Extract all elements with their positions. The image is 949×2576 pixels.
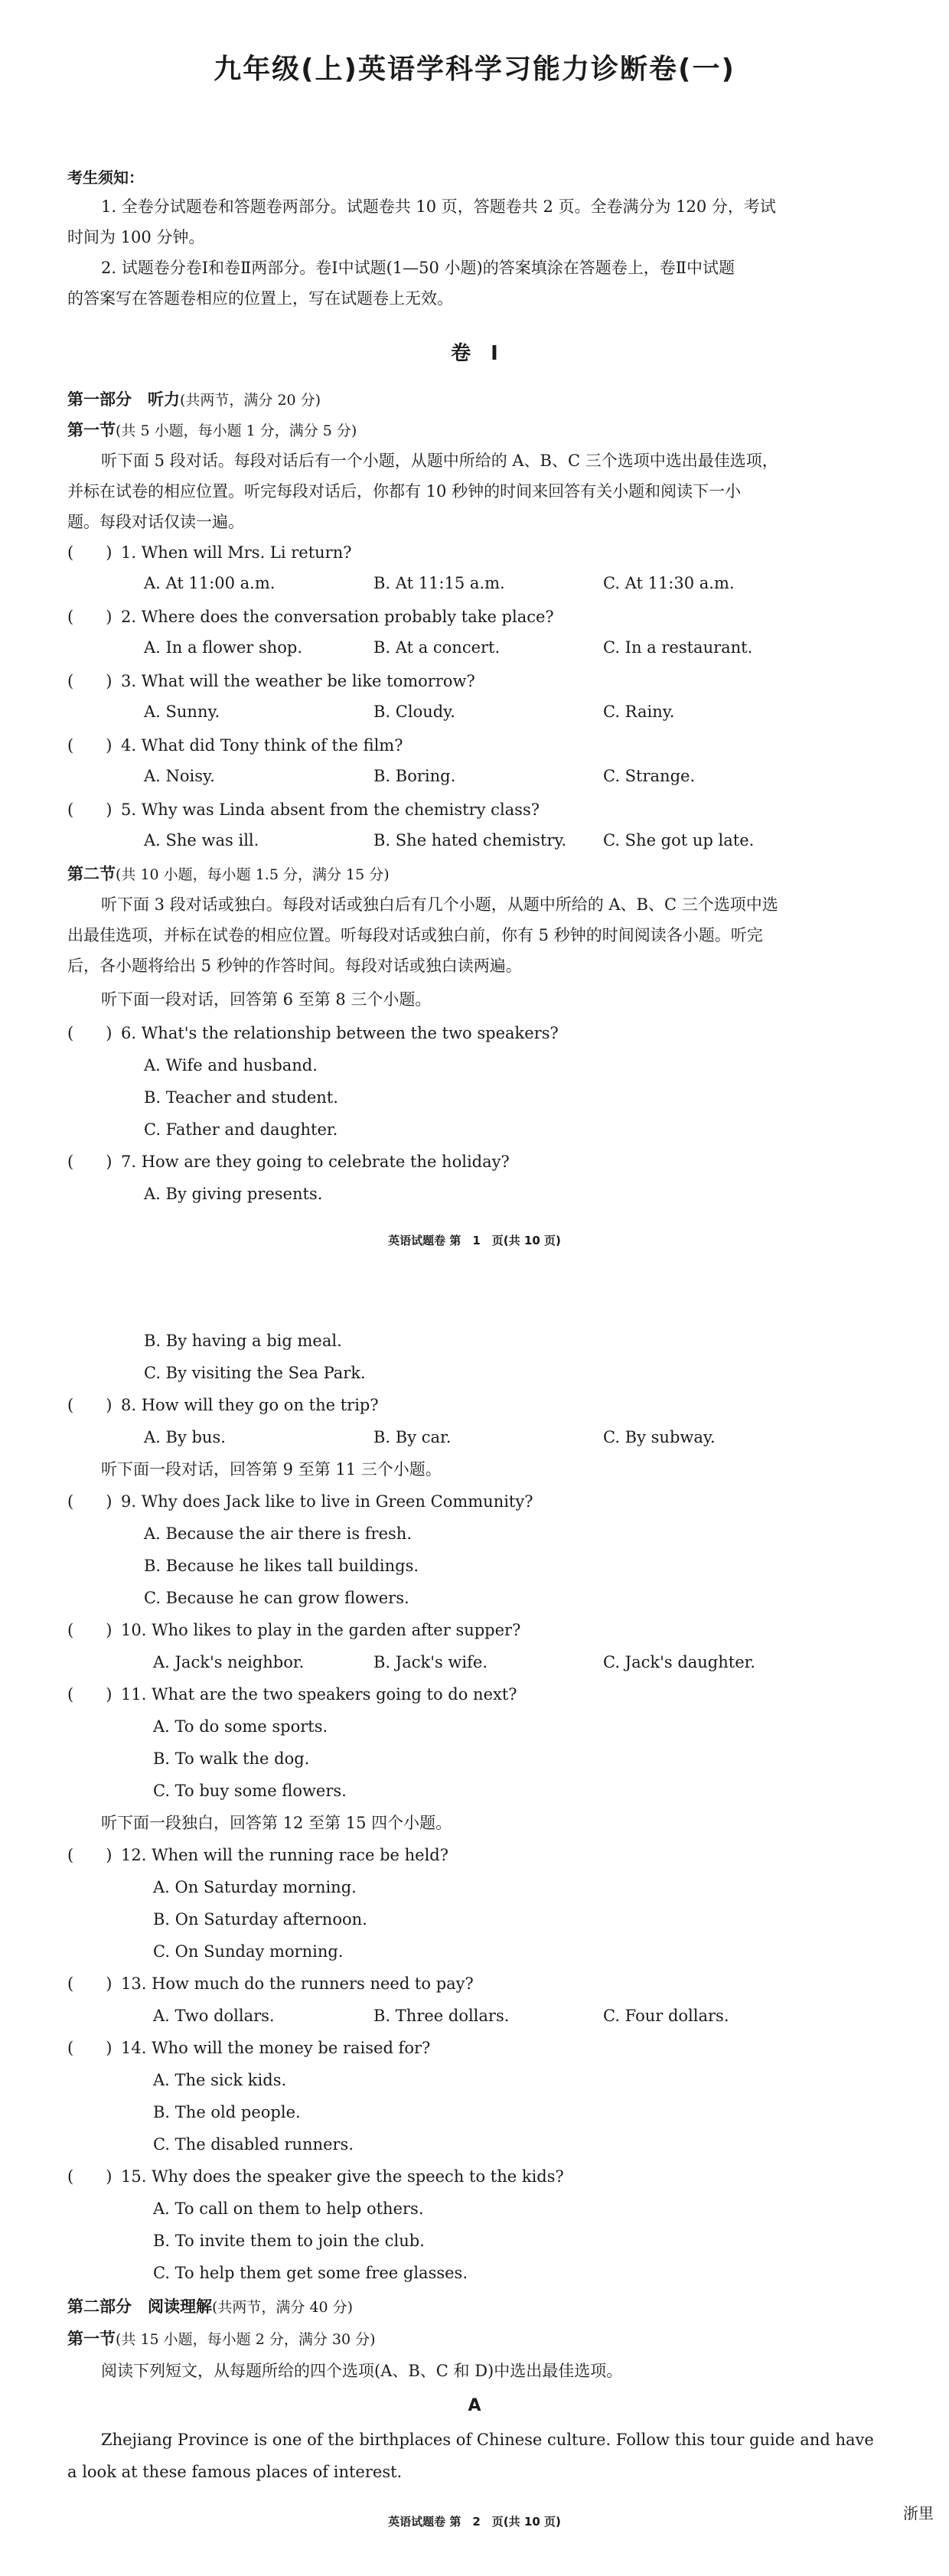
question-text: 5. Why was Linda absent from the chemistry class? [121,801,540,819]
answer-blank[interactable]: ( ) [67,1621,113,1639]
option-b[interactable]: B. To walk the dog. [153,1749,310,1768]
question-8[interactable] [67,1394,379,1416]
option-c[interactable]: C. Because he can grow flowers. [144,1589,409,1607]
question-13[interactable] [67,1973,474,1994]
notice-line: 的答案写在答题卷相应的位置上，写在试题卷上无效。 [67,289,453,308]
section-title: 第一节 [67,421,116,439]
instruction-line: 听下面 3 段对话或独白。每段对话或独白后有几个小题，从题中所给的 A、B、C 三个选项中选 [101,895,778,914]
part-title: 第二部分 阅读理解 [67,2297,212,2316]
option-b[interactable]: B. At a concert. [373,638,501,657]
exam-page-1 [0,0,949,1270]
corner-mark: 浙里 [903,2504,934,2522]
option-c[interactable]: C. By visiting the Sea Park. [144,1364,366,1382]
notice-line: 时间为 100 分钟。 [67,228,205,246]
section-subtitle: (共 10 小题，每小题 1.5 分，满分 15 分) [116,866,390,883]
dialog-instruction: 听下面一段对话，回答第 9 至第 11 三个小题。 [101,1460,442,1479]
option-b[interactable]: B. On Saturday afternoon. [153,1910,367,1929]
passage-line: Zhejiang Province is one of the birthplaces of Chinese culture. Follow this tour guide and have [101,2431,874,2449]
option-b[interactable]: B. The old people. [153,2103,301,2121]
answer-blank[interactable]: ( ) [67,1846,113,1864]
passage-letter: A [468,2396,481,2415]
part-heading [67,2296,353,2318]
question-7[interactable] [67,1151,510,1172]
page-footer: 英语试题卷 第 1 页(共 10 页) [388,1234,561,1247]
question-14[interactable] [67,2037,430,2059]
option-b[interactable]: B. She hated chemistry. [373,831,567,849]
instruction-line: 题。每段对话仅读一遍。 [67,513,244,531]
instruction-line: 阅读下列短文，从每题所给的四个选项(A、B、C 和 D)中选出最佳选项。 [101,2362,623,2380]
answer-blank[interactable]: ( ) [67,1974,113,1993]
option-b[interactable]: B. Three dollars. [373,2007,510,2025]
option-b[interactable]: B. Because he likes tall buildings. [144,1557,419,1575]
answer-blank[interactable]: ( ) [67,608,113,626]
option-a[interactable]: A. Jack's neighbor. [153,1653,305,1671]
question-text: 12. When will the running race be held? [121,1846,448,1864]
option-a[interactable]: A. By bus. [144,1428,226,1446]
question-text: 1. When will Mrs. Li return? [121,543,352,562]
question-text: 2. Where does the conversation probably take place? [121,608,554,626]
option-c[interactable]: C. To buy some flowers. [153,1782,347,1800]
option-a[interactable]: A. Two dollars. [153,2007,275,2025]
section-heading [67,419,357,442]
instruction-line: 并标在试卷的相应位置。听完每段对话后，你都有 10 秒钟的时间来回答有关小题和阅读下一小 [67,482,742,501]
option-a[interactable]: A. She was ill. [144,831,259,849]
question-text: 8. How will they go on the trip? [121,1396,379,1414]
question-10[interactable] [67,1619,520,1641]
option-b[interactable]: B. Cloudy. [373,703,455,721]
answer-blank[interactable]: ( ) [67,672,113,690]
question-2[interactable] [67,606,554,628]
question-3[interactable] [67,670,475,692]
answer-blank[interactable]: ( ) [67,1153,113,1171]
option-c[interactable]: C. Strange. [603,767,696,785]
part-title: 第一部分 听力 [67,390,180,409]
question-text: 13. How much do the runners need to pay? [121,1974,474,1993]
passage-line: a look at these famous places of interest. [67,2463,403,2481]
notice-line: 2. 试题卷分卷Ⅰ和卷Ⅱ两部分。卷Ⅰ中试题(1—50 小题)的答案填涂在答题卷上，卷Ⅱ中试题 [101,259,735,277]
question-text: 7. How are they going to celebrate the holiday? [121,1153,510,1171]
option-c[interactable]: C. Jack's daughter. [603,1653,756,1671]
option-b[interactable]: B. At 11:15 a.m. [373,574,505,592]
question-4[interactable] [67,735,403,756]
answer-blank[interactable]: ( ) [67,801,113,819]
question-text: 6. What's the relationship between the two speakers? [121,1024,559,1042]
option-a[interactable]: A. On Saturday morning. [153,1878,357,1896]
volume-heading: 卷 Ⅰ [451,342,498,365]
answer-blank[interactable]: ( ) [67,1685,113,1704]
option-a[interactable]: A. Wife and husband. [144,1056,318,1074]
question-text: 3. What will the weather be like tomorrow? [121,672,475,690]
part-heading [67,389,321,411]
section-title: 第二节 [67,865,116,883]
option-a[interactable]: A. By giving presents. [144,1185,323,1203]
question-text: 10. Who likes to play in the garden after supper? [121,1621,521,1639]
part-subtitle: (共两节，满分 40 分) [212,2299,354,2316]
answer-blank[interactable]: ( ) [67,1492,113,1511]
question-text: 15. Why does the speaker give the speech to the kids? [121,2167,564,2186]
option-c[interactable]: C. She got up late. [603,831,755,849]
option-b[interactable]: B. Teacher and student. [144,1088,338,1107]
answer-blank[interactable]: ( ) [67,736,113,755]
option-a[interactable]: A. Because the air there is fresh. [144,1524,412,1543]
question-text: 4. What did Tony think of the film? [121,736,403,755]
option-c[interactable]: C. To help them get some free glasses. [153,2264,468,2282]
section-heading [67,863,390,885]
section-subtitle: (共 15 小题，每小题 2 分，满分 30 分) [116,2331,376,2348]
option-c[interactable]: C. In a restaurant. [603,638,753,657]
question-9[interactable] [67,1491,533,1512]
question-1[interactable] [67,542,352,563]
option-a[interactable]: A. To call on them to help others. [153,2199,424,2218]
option-c[interactable]: C. At 11:30 a.m. [603,574,735,592]
option-b[interactable]: B. Boring. [373,767,456,785]
instruction-line: 出最佳选项，并标在试卷的相应位置。听每段对话或独白前，你有 5 秒钟的时间阅读各小题。听完 [67,926,763,944]
notice-heading: 考生须知： [67,168,144,187]
instruction-line: 后，各小题将给出 5 秒钟的作答时间。每段对话或独白读两遍。 [67,957,522,975]
part-subtitle: (共两节，满分 20 分) [180,392,321,409]
question-5[interactable] [67,799,540,820]
option-a[interactable]: A. In a flower shop. [144,638,303,657]
question-12[interactable] [67,1844,448,1866]
option-b[interactable]: B. By having a big meal. [144,1332,342,1350]
section-heading [67,2328,376,2350]
instruction-line: 听下面 5 段对话。每段对话后有一个小题，从题中所给的 A、B、C 三个选项中选出最佳选项， [101,452,778,470]
option-a[interactable]: A. Sunny. [144,703,220,721]
option-c[interactable]: C. On Sunday morning. [153,1942,344,1961]
option-c[interactable]: C. By subway. [603,1428,716,1446]
option-c[interactable]: C. Rainy. [603,703,675,721]
question-text: 9. Why does Jack like to live in Green Community? [121,1492,533,1511]
option-c[interactable]: C. Four dollars. [603,2007,729,2025]
option-b[interactable]: B. Jack's wife. [373,1653,488,1671]
question-text: 11. What are the two speakers going to do next? [121,1685,517,1704]
question-text: 14. Who will the money be raised for? [121,2039,431,2057]
question-6[interactable] [67,1022,559,1044]
option-a[interactable]: A. Noisy. [144,767,215,785]
notice-line: 1. 全卷分试题卷和答题卷两部分。试题卷共 10 页，答题卷共 2 页。全卷满分为 120 分，考试 [101,197,776,216]
option-b[interactable]: B. By car. [373,1428,452,1446]
question-11[interactable] [67,1684,517,1705]
page-title: 九年级(上)英语学科学习能力诊断卷(一) [214,54,735,85]
section-subtitle: (共 5 小题，每小题 1 分，满分 5 分) [116,422,357,439]
exam-page-2 [0,1301,949,2576]
answer-blank[interactable]: ( ) [67,1396,113,1414]
option-b[interactable]: B. To invite them to join the club. [153,2232,425,2250]
answer-blank[interactable]: ( ) [67,2167,113,2186]
answer-blank[interactable]: ( ) [67,2039,113,2057]
option-c[interactable]: C. The disabled runners. [153,2135,354,2154]
monologue-instruction: 听下面一段独白，回答第 12 至第 15 四个小题。 [101,1814,452,1832]
option-c[interactable]: C. Father and daughter. [144,1120,338,1139]
option-a[interactable]: A. To do some sports. [153,1717,328,1736]
option-a[interactable]: A. The sick kids. [153,2071,287,2089]
answer-blank[interactable]: ( ) [67,543,113,562]
option-a[interactable]: A. At 11:00 a.m. [144,574,276,592]
dialog-instruction: 听下面一段对话，回答第 6 至第 8 三个小题。 [101,990,432,1009]
page-footer: 英语试题卷 第 2 页(共 10 页) [388,2515,561,2529]
question-15[interactable] [67,2166,564,2187]
section-title: 第一节 [67,2330,116,2348]
answer-blank[interactable]: ( ) [67,1024,113,1042]
